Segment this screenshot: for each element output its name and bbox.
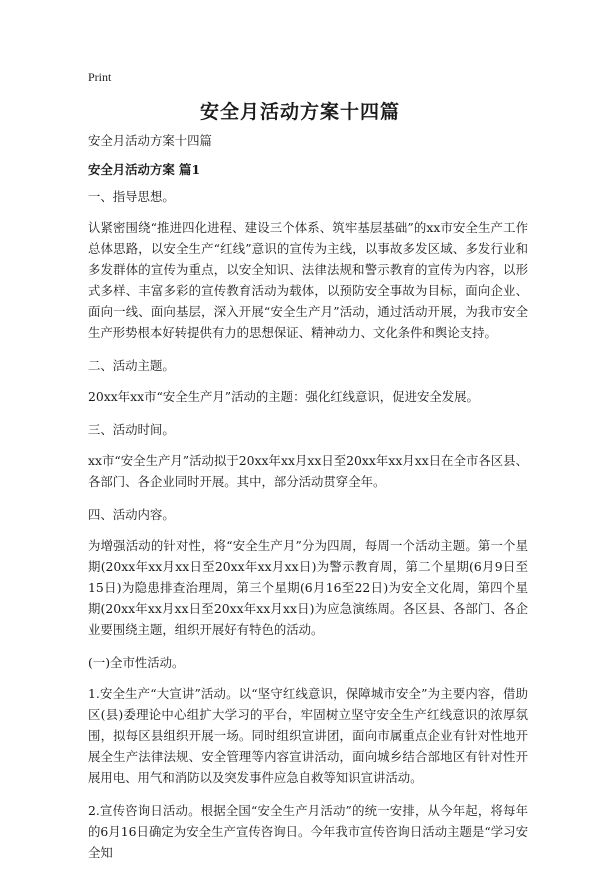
paragraph-safety-lecture: 1.安全生产“大宣讲”活动。以“坚守红线意识，保障城市安全”为主要内容，借助区(县)委理论中心组扩大学习的平台，牢固树立坚守安全生产红线意识的浓厚氛围，拟每区县组织开展一场。同时组织宣讲团，面向市属重点企业有针对性地开展全生产法律法规、安全管理等内容宣讲活动，面向城乡结合部地区有针对性开展用电、用气和消防以及突发事件应急自救等知识宣讲活动。 <box>88 686 528 785</box>
document-subtitle: 安全月活动方案十四篇 <box>88 133 212 148</box>
paragraph-consultation-day: 2.宣传咨询日活动。根据全国“安全生产月活动”的统一安排，从今年起，将每年的6月16日确定为安全生产宣传咨询日。今年我市宣传咨询日活动主题是“学习安全知 <box>88 803 528 860</box>
heading-citywide-activities: (一)全市性活动。 <box>88 655 185 670</box>
paragraph-activity-time: xx市“安全生产月”活动拟于20xx年xx月xx日至20xx年xx月xx日在全市各区县、各部门、各企业同时开展。其中，部分活动贯穿全年。 <box>88 453 528 489</box>
paragraph-activity-content: 为增强活动的针对性，将“安全生产月”分为四周，每周一个活动主题。第一个星期(20xx年xx月xx日至20xx年xx月xx日)为警示教育周，第二个星期(6月9日至15日)为隐患排查治理周，第三个星期(6月16至22日)为安全文化周，第四个星期(20xx年xx月xx日至20xx年xx月xx日)为应急演练周。各区县、各部门、各企业要围绕主题，组织开展好有特色的活动。 <box>88 538 528 637</box>
document-body <box>88 130 528 875</box>
document-title: 安全月活动方案十四篇 <box>199 101 400 123</box>
heading-activity-time: 三、活动时间。 <box>88 422 175 437</box>
heading-guiding-ideology: 一、指导思想。 <box>88 189 175 204</box>
paragraph-guiding-ideology: 认紧密围绕“推进四化进程、建设三个体系、筑牢基层基础”的xx市安全生产工作总体思路，以安全生产“红线”意识的宣传为主线，以事故多发区域、多发行业和多发群体的宣传为重点，以安全知识、法律法规和警示教育的宣传为内容，以形式多样、丰富多彩的宣传教育活动为载体，以预防安全事故为目标，面向企业、面向一线、面向基层，深入开展“安全生产月”活动，通过活动开展，为我市安全生产形势根本好转提供有力的思想保证、精神动力、文化条件和舆论支持。 <box>88 220 528 340</box>
section-title: 安全月活动方案 篇1 <box>88 162 201 177</box>
paragraph-activity-theme: 20xx年xx市“安全生产月”活动的主题：强化红线意识，促进安全发展。 <box>88 389 479 404</box>
print-label: Print <box>88 70 112 84</box>
heading-activity-theme: 二、活动主题。 <box>88 358 175 373</box>
heading-activity-content: 四、活动内容。 <box>88 507 175 522</box>
